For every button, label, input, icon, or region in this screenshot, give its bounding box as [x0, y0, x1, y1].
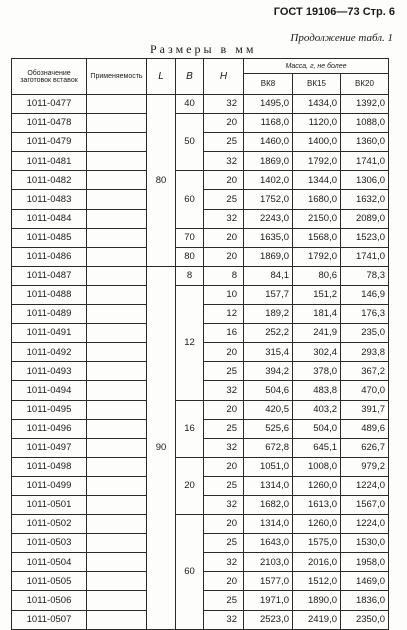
application-cell: [87, 190, 147, 209]
application-cell: [87, 495, 147, 514]
B-cell: 80: [176, 247, 204, 266]
application-cell: [87, 285, 147, 304]
H-cell: 32: [204, 152, 244, 171]
H-cell: 25: [204, 419, 244, 438]
H-header: H: [204, 59, 244, 95]
application-cell: [87, 534, 147, 553]
mass-vk8-cell: 1314,0: [244, 476, 293, 495]
H-cell: 25: [204, 534, 244, 553]
mass-vk20-cell: 1741,0: [341, 247, 389, 266]
H-cell: 32: [204, 209, 244, 228]
B-cell: 20: [176, 457, 204, 514]
mass-vk20-cell: 1523,0: [341, 228, 389, 247]
mass-vk15-cell: 1890,0: [293, 591, 341, 610]
grade-vk15-header: ВК15: [293, 74, 341, 95]
designation-cell: 1011-0495: [12, 400, 87, 419]
mass-vk15-cell: 403,2: [293, 400, 341, 419]
mass-vk8-cell: 1460,0: [244, 133, 293, 152]
mass-vk8-cell: 189,2: [244, 305, 293, 324]
mass-vk20-cell: 470,0: [341, 381, 389, 400]
mass-vk8-cell: 1314,0: [244, 515, 293, 534]
application-cell: [87, 324, 147, 343]
sizes-label: Размеры в мм: [150, 42, 257, 56]
H-cell: 32: [204, 438, 244, 457]
application-cell: [87, 114, 147, 133]
mass-vk8-cell: 1577,0: [244, 572, 293, 591]
designation-cell: 1011-0489: [12, 305, 87, 324]
mass-vk8-cell: 1971,0: [244, 591, 293, 610]
B-cell: 16: [176, 400, 204, 457]
mass-vk8-cell: 315,4: [244, 343, 293, 362]
mass-vk20-cell: 979,2: [341, 457, 389, 476]
page-header: ГОСТ 19106—73 Стр. 6: [273, 6, 395, 18]
designation-cell: 1011-0484: [12, 209, 87, 228]
mass-vk8-cell: 2523,0: [244, 610, 293, 629]
table-row: [12, 400, 389, 419]
mass-header: Масса, г, не более: [244, 59, 389, 74]
application-cell: [87, 381, 147, 400]
application-cell: [87, 457, 147, 476]
H-cell: 20: [204, 515, 244, 534]
H-cell: 10: [204, 285, 244, 304]
mass-vk8-cell: 525,6: [244, 419, 293, 438]
B-cell: 60: [176, 515, 204, 630]
B-cell: 8: [176, 266, 204, 285]
designation-cell: 1011-0479: [12, 133, 87, 152]
H-cell: 25: [204, 190, 244, 209]
mass-vk15-cell: 1613,0: [293, 495, 341, 514]
mass-vk8-cell: 1402,0: [244, 171, 293, 190]
mass-vk8-cell: 1643,0: [244, 534, 293, 553]
H-cell: 25: [204, 591, 244, 610]
mass-vk15-cell: 1792,0: [293, 152, 341, 171]
mass-vk15-cell: 1344,0: [293, 171, 341, 190]
mass-vk15-cell: 2150,0: [293, 209, 341, 228]
mass-vk15-cell: 1792,0: [293, 247, 341, 266]
L-cell: 80: [147, 95, 176, 267]
mass-vk8-cell: 252,2: [244, 324, 293, 343]
mass-vk15-cell: 483,8: [293, 381, 341, 400]
mass-vk20-cell: 1741,0: [341, 152, 389, 171]
application-cell: [87, 95, 147, 114]
table-row: [12, 114, 389, 133]
mass-vk8-cell: 672,8: [244, 438, 293, 457]
mass-vk20-cell: 1958,0: [341, 553, 389, 572]
application-cell: [87, 209, 147, 228]
designation-cell: 1011-0486: [12, 247, 87, 266]
mass-vk8-cell: 1869,0: [244, 152, 293, 171]
mass-vk8-cell: 1682,0: [244, 495, 293, 514]
application-cell: [87, 362, 147, 381]
designation-cell: 1011-0507: [12, 610, 87, 629]
table-row: [12, 266, 389, 285]
designation-header: Обозначение заготовок вставок: [12, 59, 87, 95]
mass-vk20-cell: 78,3: [341, 266, 389, 285]
designation-cell: 1011-0506: [12, 591, 87, 610]
designation-cell: 1011-0488: [12, 285, 87, 304]
designation-cell: 1011-0483: [12, 190, 87, 209]
mass-vk15-cell: 241,9: [293, 324, 341, 343]
mass-vk8-cell: 1869,0: [244, 247, 293, 266]
designation-cell: 1011-0497: [12, 438, 87, 457]
H-cell: 8: [204, 266, 244, 285]
designation-cell: 1011-0493: [12, 362, 87, 381]
mass-vk20-cell: 235,0: [341, 324, 389, 343]
designation-cell: 1011-0505: [12, 572, 87, 591]
designation-cell: 1011-0496: [12, 419, 87, 438]
mass-vk15-cell: 1400,0: [293, 133, 341, 152]
designation-cell: 1011-0494: [12, 381, 87, 400]
mass-vk20-cell: 1530,0: [341, 534, 389, 553]
application-cell: [87, 515, 147, 534]
application-cell: [87, 152, 147, 171]
application-cell: [87, 400, 147, 419]
mass-vk8-cell: 394,2: [244, 362, 293, 381]
mass-vk20-cell: 626,7: [341, 438, 389, 457]
H-cell: 20: [204, 457, 244, 476]
dimensions-table: [11, 58, 389, 630]
H-cell: 20: [204, 572, 244, 591]
H-cell: 32: [204, 610, 244, 629]
application-cell: [87, 476, 147, 495]
mass-vk8-cell: 84,1: [244, 266, 293, 285]
H-cell: 32: [204, 95, 244, 114]
mass-vk8-cell: 504,6: [244, 381, 293, 400]
H-cell: 32: [204, 495, 244, 514]
mass-vk8-cell: 1495,0: [244, 95, 293, 114]
H-cell: 32: [204, 381, 244, 400]
mass-vk20-cell: 1469,0: [341, 572, 389, 591]
mass-vk15-cell: 1512,0: [293, 572, 341, 591]
mass-vk20-cell: 489,6: [341, 419, 389, 438]
designation-cell: 1011-0478: [12, 114, 87, 133]
mass-vk20-cell: 1306,0: [341, 171, 389, 190]
mass-vk15-cell: 1008,0: [293, 457, 341, 476]
mass-vk8-cell: 2103,0: [244, 553, 293, 572]
designation-cell: 1011-0499: [12, 476, 87, 495]
H-cell: 20: [204, 228, 244, 247]
mass-vk20-cell: 146,9: [341, 285, 389, 304]
designation-cell: 1011-0498: [12, 457, 87, 476]
mass-vk15-cell: 1260,0: [293, 476, 341, 495]
H-cell: 20: [204, 400, 244, 419]
mass-vk20-cell: 1224,0: [341, 476, 389, 495]
mass-vk20-cell: 2350,0: [341, 610, 389, 629]
designation-cell: 1011-0482: [12, 171, 87, 190]
mass-vk15-cell: 1260,0: [293, 515, 341, 534]
mass-vk8-cell: 1051,0: [244, 457, 293, 476]
mass-vk20-cell: 1836,0: [341, 591, 389, 610]
table-row: [12, 515, 389, 534]
application-cell: [87, 572, 147, 591]
designation-cell: 1011-0477: [12, 95, 87, 114]
mass-vk20-cell: 176,3: [341, 305, 389, 324]
continuation-label: Продолжение табл. 1: [290, 32, 393, 44]
H-cell: 20: [204, 343, 244, 362]
B-cell: 50: [176, 114, 204, 171]
mass-vk8-cell: 157,7: [244, 285, 293, 304]
mass-vk15-cell: 1568,0: [293, 228, 341, 247]
mass-vk20-cell: 2089,0: [341, 209, 389, 228]
B-cell: 40: [176, 95, 204, 114]
application-cell: [87, 305, 147, 324]
designation-cell: 1011-0487: [12, 266, 87, 285]
mass-vk20-cell: 1224,0: [341, 515, 389, 534]
mass-vk15-cell: 504,0: [293, 419, 341, 438]
application-cell: [87, 228, 147, 247]
designation-cell: 1011-0491: [12, 324, 87, 343]
mass-vk15-cell: 1120,0: [293, 114, 341, 133]
designation-cell: 1011-0501: [12, 495, 87, 514]
application-cell: [87, 266, 147, 285]
designation-cell: 1011-0502: [12, 515, 87, 534]
mass-vk15-cell: 378,0: [293, 362, 341, 381]
application-cell: [87, 171, 147, 190]
designation-cell: 1011-0503: [12, 534, 87, 553]
grade-vk20-header: ВК20: [341, 74, 389, 95]
L-header: L: [147, 59, 176, 95]
table-row: [12, 95, 389, 114]
grade-vk8-header: ВК8: [244, 74, 293, 95]
B-cell: 60: [176, 171, 204, 228]
designation-cell: 1011-0481: [12, 152, 87, 171]
mass-vk8-cell: 2243,0: [244, 209, 293, 228]
H-cell: 25: [204, 476, 244, 495]
mass-vk15-cell: 2016,0: [293, 553, 341, 572]
L-cell: 90: [147, 266, 176, 629]
B-cell: 12: [176, 285, 204, 400]
application-cell: [87, 610, 147, 629]
H-cell: 16: [204, 324, 244, 343]
H-cell: 25: [204, 362, 244, 381]
application-cell: [87, 591, 147, 610]
mass-vk20-cell: 1567,0: [341, 495, 389, 514]
application-header: Применяемость: [87, 59, 147, 95]
mass-vk20-cell: 1088,0: [341, 114, 389, 133]
H-cell: 20: [204, 114, 244, 133]
B-header: B: [176, 59, 204, 95]
mass-vk15-cell: 80,6: [293, 266, 341, 285]
designation-cell: 1011-0492: [12, 343, 87, 362]
H-cell: 32: [204, 553, 244, 572]
designation-cell: 1011-0485: [12, 228, 87, 247]
mass-vk20-cell: 1392,0: [341, 95, 389, 114]
application-cell: [87, 343, 147, 362]
table-row: [12, 285, 389, 304]
table-row: [12, 171, 389, 190]
mass-vk8-cell: 1635,0: [244, 228, 293, 247]
mass-vk15-cell: 302,4: [293, 343, 341, 362]
table-row: [12, 228, 389, 247]
mass-vk20-cell: 391,7: [341, 400, 389, 419]
application-cell: [87, 419, 147, 438]
mass-vk15-cell: 1575,0: [293, 534, 341, 553]
mass-vk15-cell: 1680,0: [293, 190, 341, 209]
mass-vk8-cell: 420,5: [244, 400, 293, 419]
mass-vk8-cell: 1168,0: [244, 114, 293, 133]
mass-vk15-cell: 2419,0: [293, 610, 341, 629]
mass-vk15-cell: 151,2: [293, 285, 341, 304]
H-cell: 12: [204, 305, 244, 324]
application-cell: [87, 133, 147, 152]
mass-vk20-cell: 1360,0: [341, 133, 389, 152]
application-cell: [87, 247, 147, 266]
mass-vk8-cell: 1752,0: [244, 190, 293, 209]
B-cell: 70: [176, 228, 204, 247]
mass-vk20-cell: 367,2: [341, 362, 389, 381]
table-row: [12, 247, 389, 266]
mass-vk20-cell: 1632,0: [341, 190, 389, 209]
designation-cell: 1011-0504: [12, 553, 87, 572]
H-cell: 20: [204, 171, 244, 190]
mass-vk20-cell: 293,8: [341, 343, 389, 362]
application-cell: [87, 438, 147, 457]
table-row: [12, 457, 389, 476]
mass-vk15-cell: 645,1: [293, 438, 341, 457]
mass-vk15-cell: 181,4: [293, 305, 341, 324]
H-cell: 20: [204, 247, 244, 266]
mass-vk15-cell: 1434,0: [293, 95, 341, 114]
application-cell: [87, 553, 147, 572]
H-cell: 25: [204, 133, 244, 152]
